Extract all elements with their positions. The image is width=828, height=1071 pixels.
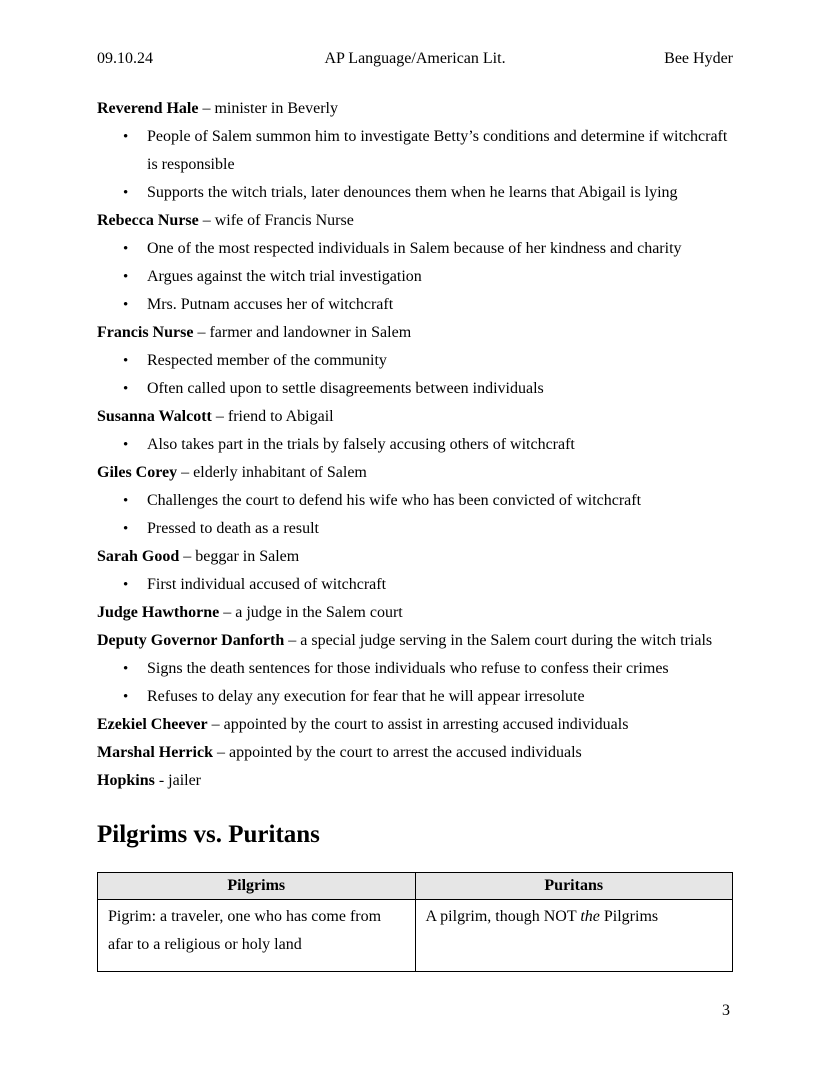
- character-description: - jailer: [154, 772, 202, 789]
- character-entry: [97, 627, 733, 655]
- bullet-text: People of Salem summon him to investigate Betty’s conditions and determine if witchcraft is responsible: [147, 128, 728, 173]
- character-description: – wife of Francis Nurse: [198, 212, 354, 229]
- character-description: – appointed by the court to assist in arresting accused individuals: [207, 716, 629, 733]
- character-notes: [97, 95, 733, 795]
- character-entry: [97, 767, 733, 795]
- bullet-icon: •: [123, 353, 129, 369]
- bullet-text: Also takes part in the trials by falsely accusing others of witchcraft: [147, 436, 575, 453]
- text-segment: A pilgrim, though NOT: [425, 908, 581, 925]
- character-name: Deputy Governor Danforth: [97, 632, 285, 649]
- character-description: – elderly inhabitant of Salem: [177, 464, 367, 481]
- character-entry: [97, 459, 733, 487]
- character-name: Hopkins: [97, 772, 155, 789]
- character-name: Giles Corey: [97, 464, 178, 481]
- bullet-item: [97, 347, 733, 375]
- bullet-text: One of the most respected individuals in Salem because of her kindness and charity: [147, 240, 682, 257]
- character-description: – a special judge serving in the Salem court during the witch trials: [284, 632, 713, 649]
- header-author: Bee Hyder: [664, 50, 733, 67]
- character-description: – a judge in the Salem court: [219, 604, 403, 621]
- bullet-text: Argues against the witch trial investigation: [147, 268, 422, 285]
- bullet-item: [97, 291, 733, 319]
- page-number: 3: [722, 1002, 730, 1019]
- section-heading: Pilgrims vs. Puritans: [97, 821, 320, 848]
- bullet-text: Challenges the court to defend his wife who has been convicted of witchcraft: [147, 492, 642, 509]
- bullet-icon: •: [123, 689, 129, 705]
- character-entry: [97, 319, 733, 347]
- character-description: – friend to Abigail: [211, 408, 334, 425]
- bullet-icon: •: [123, 241, 129, 257]
- bullet-text: Mrs. Putnam accuses her of witchcraft: [147, 296, 394, 313]
- comparison-table: [97, 872, 733, 972]
- character-name: Francis Nurse: [97, 324, 194, 341]
- bullet-icon: •: [123, 185, 129, 201]
- bullet-text: Supports the witch trials, later denounces them when he learns that Abigail is lying: [147, 184, 678, 201]
- character-description: – appointed by the court to arrest the accused individuals: [212, 744, 582, 761]
- bullet-item: [97, 431, 733, 459]
- character-name: Judge Hawthorne: [97, 604, 220, 621]
- bullet-item: [97, 487, 733, 515]
- bullet-item: [97, 263, 733, 291]
- character-name: Reverend Hale: [97, 100, 199, 117]
- header-course: AP Language/American Lit.: [324, 50, 506, 67]
- character-entry: [97, 599, 733, 627]
- bullet-text: Often called upon to settle disagreements between individuals: [147, 380, 544, 397]
- bullet-item: [97, 655, 733, 683]
- character-description: – beggar in Salem: [179, 548, 300, 565]
- document-header: [97, 49, 733, 69]
- character-entry: [97, 403, 733, 431]
- bullet-item: [97, 235, 733, 263]
- table-header-pilgrims: Pilgrims: [98, 873, 416, 900]
- bullet-icon: •: [123, 661, 129, 677]
- pilgrims-cell: Pigrim: a traveler, one who has come from afar to a religious or holy land: [98, 900, 416, 972]
- bullet-text: First individual accused of witchcraft: [147, 576, 387, 593]
- bullet-icon: •: [123, 269, 129, 285]
- bullet-item: [97, 375, 733, 403]
- character-entry: [97, 739, 733, 767]
- character-name: Sarah Good: [97, 548, 180, 565]
- header-date: 09.10.24: [97, 50, 153, 67]
- bullet-text: Respected member of the community: [147, 352, 387, 369]
- bullet-item: [97, 515, 733, 543]
- text-segment: Pilgrims: [599, 908, 659, 925]
- table-header-row: [98, 873, 733, 900]
- bullet-item: [97, 571, 733, 599]
- character-name: Susanna Walcott: [97, 408, 212, 425]
- bullet-icon: •: [123, 129, 129, 145]
- bullet-icon: •: [123, 437, 129, 453]
- character-entry: [97, 207, 733, 235]
- character-name: Marshal Herrick: [97, 744, 213, 761]
- character-name: Rebecca Nurse: [97, 212, 199, 229]
- character-name: Ezekiel Cheever: [97, 716, 208, 733]
- bullet-item: [97, 123, 733, 179]
- character-entry: [97, 95, 733, 123]
- character-entry: [97, 711, 733, 739]
- puritans-cell: [415, 900, 733, 972]
- bullet-icon: •: [123, 521, 129, 537]
- table-row: [98, 900, 733, 972]
- bullet-icon: •: [123, 493, 129, 509]
- bullet-text: Refuses to delay any execution for fear that he will appear irresolute: [147, 688, 585, 705]
- italic-text-segment: the: [580, 908, 600, 925]
- comparison-table-wrap: [97, 872, 733, 972]
- bullet-item: [97, 179, 733, 207]
- character-description: – minister in Beverly: [198, 100, 338, 117]
- table-header-puritans: Puritans: [415, 873, 733, 900]
- bullet-icon: •: [123, 297, 129, 313]
- bullet-item: [97, 683, 733, 711]
- bullet-icon: •: [123, 381, 129, 397]
- bullet-text: Pressed to death as a result: [147, 520, 319, 537]
- bullet-icon: •: [123, 577, 129, 593]
- character-entry: [97, 543, 733, 571]
- bullet-text: Signs the death sentences for those individuals who refuse to confess their crimes: [147, 660, 669, 677]
- character-description: – farmer and landowner in Salem: [193, 324, 412, 341]
